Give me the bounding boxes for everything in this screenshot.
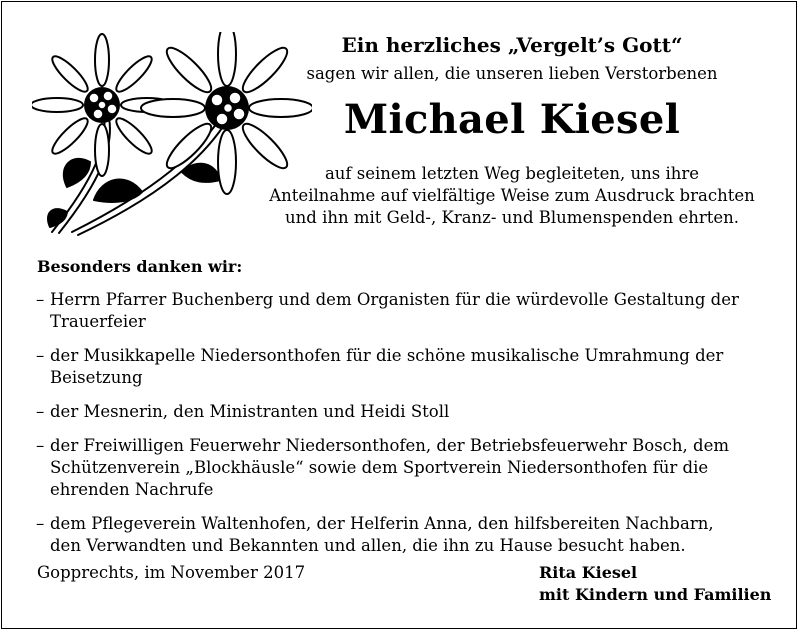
body-line: Anteilnahme auf vielfältige Weise zum Ausdruck brachten (269, 186, 755, 205)
list-item-line: den Verwandten und Bekannten und allen, die ihn zu Hause besucht haben. (50, 536, 686, 555)
list-dash: – (36, 514, 45, 533)
signature-name: Rita Kiesel (539, 563, 638, 582)
list-dash: – (36, 402, 45, 421)
list-item (36, 401, 768, 423)
list-item-line: Schützenverein „Blockhäusle“ sowie dem Sportverein Niedersonthofen für die (50, 458, 709, 477)
list-item-line: ehrenden Nachrufe (50, 480, 214, 499)
notice-subtitle: sagen wir allen, die unseren lieben Verstorbenen (306, 64, 718, 83)
list-dash: – (36, 436, 45, 455)
list-item-line: Herrn Pfarrer Buchenberg und dem Organisten für die würdevolle Gestaltung der (50, 290, 739, 309)
notice-frame (1, 1, 797, 629)
list-item-line: der Mesnerin, den Ministranten und Heidi Stoll (50, 402, 450, 421)
list-dash: – (36, 290, 45, 309)
signature (539, 562, 771, 606)
list-item-line: Trauerfeier (50, 312, 146, 331)
notice-body (252, 163, 772, 229)
list-item (36, 289, 768, 333)
list-dash: – (36, 346, 45, 365)
body-line: auf seinem letzten Weg begleiteten, uns ihre (324, 164, 700, 183)
notice-title: Ein herzliches „Vergelt’s Gott“ (341, 33, 683, 57)
list-item-line: dem Pflegeverein Waltenhofen, der Helferin Anna, den hilfsbereiten Nachbarn, (50, 514, 714, 533)
signature-family: mit Kindern und Familien (539, 585, 772, 604)
thanks-list (36, 289, 768, 569)
list-item (36, 345, 768, 389)
deceased-name: Michael Kiesel (343, 96, 681, 143)
body-line: und ihn mit Geld-, Kranz- und Blumenspenden ehrten. (285, 208, 739, 227)
place-date: Gopprechts, im November 2017 (37, 563, 306, 582)
list-item (36, 435, 768, 501)
thanks-heading: Besonders danken wir: (37, 257, 243, 276)
list-item (36, 513, 768, 557)
list-item-line: der Musikkapelle Niedersonthofen für die schöne musikalische Umrahmung der (50, 346, 724, 365)
list-item-line: Beisetzung (50, 368, 143, 387)
list-item-line: der Freiwilligen Feuerwehr Niedersonthofen, der Betriebsfeuerwehr Bosch, dem (50, 436, 729, 455)
